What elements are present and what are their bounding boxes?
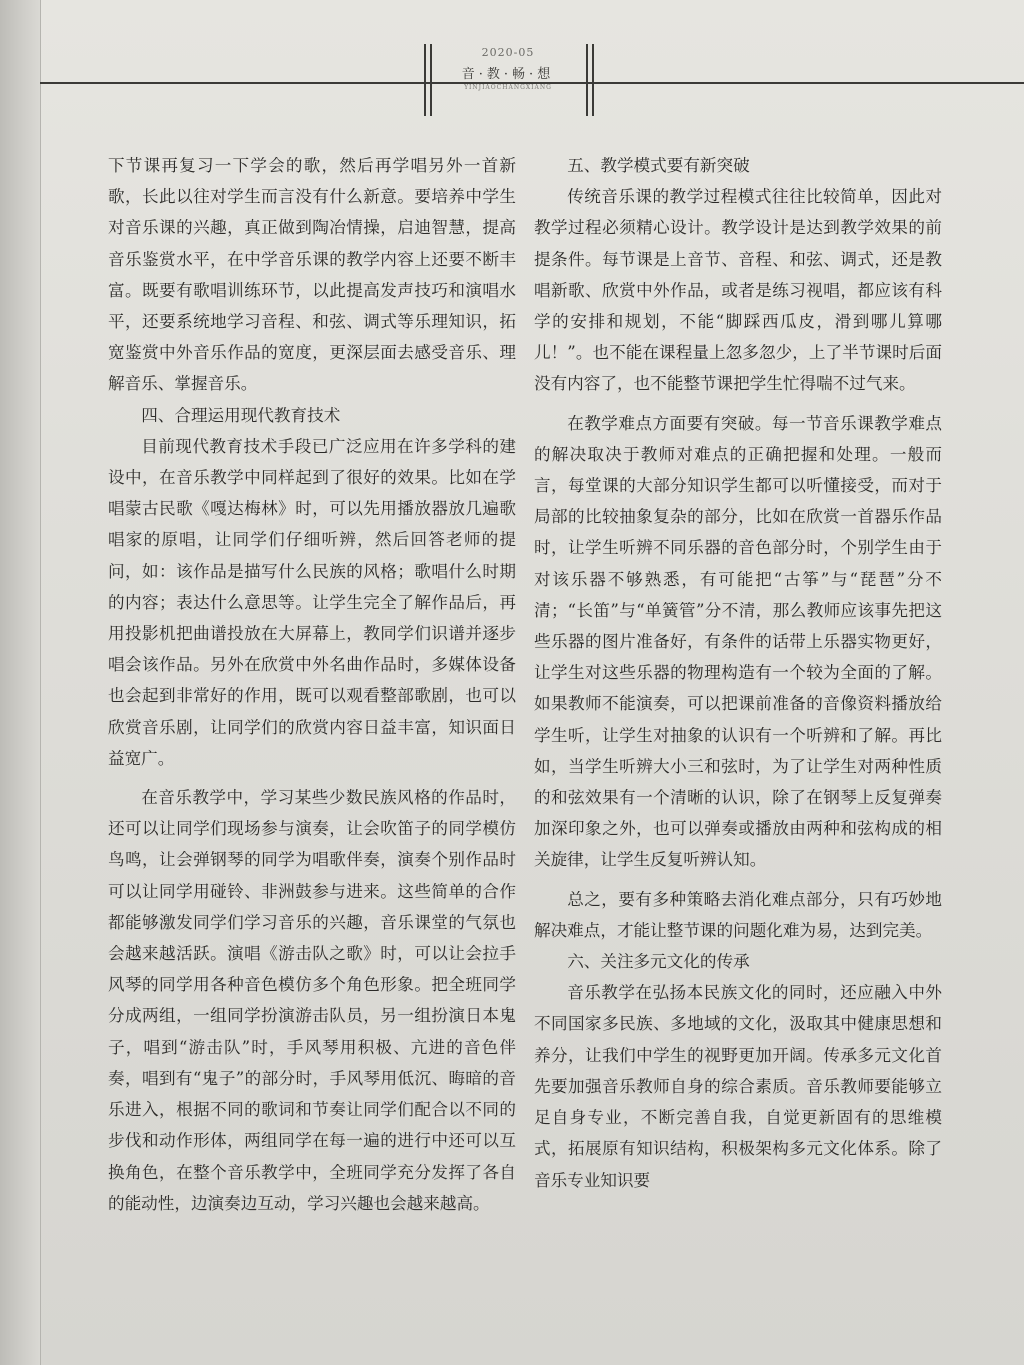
header-divider — [592, 44, 594, 116]
header-rule-right — [586, 82, 1024, 84]
paragraph: 总之，要有多种策略去消化难点部分，只有巧妙地解决难点，才能让整节课的问题化难为易，达到完美。 — [534, 889, 942, 940]
section-heading-4: 四、合理运用现代教育技术 — [141, 405, 341, 425]
paragraph: 音乐教学在弘扬本民族文化的同时，还应融入中外不同国家多民族、多地域的文化，汲取其中健康思想和养分，让我们中学生的视野更加开阔。传承多元文化首先要加强音乐教师自身的综合素质。音乐教师要能够立足自身专业，不断完善自我，自觉更新固有的思维模式，拓展原有知识结构，积极架构多元文化体系。除了音乐专业知识要 — [534, 983, 942, 1190]
section-heading-5: 五、教学模式要有新突破 — [567, 156, 750, 175]
header-title: 音·教·畅·想 — [461, 67, 555, 82]
section-heading-6: 六、关注多元文化的传承 — [567, 952, 750, 972]
paragraph: 目前现代教育技术手段已广泛应用在许多学科的建设中，在音乐教学中同样起到了很好的效果。比如在学唱蒙古民歌《嘎达梅林》时，可以先用播放器放几遍歌唱家的原唱，让同学们仔细听辨，然后回答老师的提问，如：该作品是描写什么民族的风格；歌唱什么时期的内容；表达什么意思等。让学生完全了解作品后，再用投影机把曲谱投放在大屏幕上，教同学们识谱并逐步唱会该作品。另外在欣赏中外名曲作品时，多媒体设备也会起到非常好的作用，既可以观看整部歌剧，也可以欣赏音乐剧，让同学们的欣赏内容日益丰富，知识面日益宽广。 — [108, 436, 516, 768]
paragraph: 传统音乐课的教学过程模式往往比较简单，因此对教学过程必须精心设计。教学设计是达到教学效果的前提条件。每节课是上音节、音程、和弦、调式，还是教唱新歌、欣赏中外作品，或者是练习视唱，都应该有科学的安排和规划，不能“脚踩西瓜皮，滑到哪儿算哪儿！”。也不能在课程量上忽多忽少，上了半节课时后面没有内容了，也不能整节课把学生忙得喘不过气来。 — [534, 187, 942, 394]
header-divider — [586, 44, 588, 116]
page-binding-edge — [0, 0, 41, 1365]
running-header — [432, 46, 584, 91]
header-year: 2020-05 — [481, 46, 535, 59]
paragraph: 在教学难点方面要有突破。每一节音乐课教学难点的解决取决于教师对难点的正确把握和处理。一般而言，每堂课的大部分知识学生都可以听懂接受，而对于局部的比较抽象复杂的部分，比如在欣赏一首器乐作品时，让学生听辨不同乐器的音色部分时，个别学生由于对该乐器不够熟悉，有可能把“古筝”与“琵琶”分不清；“长笛”与“单簧管”分不清，那么教师应该事先把这些乐器的图片准备好，有条件的话带上乐器实物更好，让学生对这些乐器的物理构造有一个较为全面的了解。如果教师不能演奏，可以把课前准备的音像资料播放给学生听，让学生对抽象的认识有一个听辨和了解。再比如，当学生听辨大小三和弦时，为了让学生对两种性质的和弦效果有一个清晰的认识，除了在钢琴上反复弹奏加深印象之外，也可以弹奏或播放由两种和弦构成的相关旋律，让学生反复听辨认知。 — [534, 413, 942, 870]
paragraph: 在音乐教学中，学习某些少数民族风格的作品时，还可以让同学们现场参与演奏，让会吹笛子的同学模仿鸟鸣，让会弹钢琴的同学为唱歌伴奏，演奏个别作品时可以让同学用碰铃、非洲鼓参与进来。这些简单的合作都能够激发同学们学习音乐的兴趣，音乐课堂的气氛也会越来越活跃。演唱《游击队之歌》时，可以让会拉手风琴的同学用各种音色模仿多个角色形象。把全班同学分成两组，一组同学扮演游击队员，另一组扮演日本鬼子，唱到“游击队”时，手风琴用积极、亢进的音色伴奏，唱到有“鬼子”的部分时，手风琴用低沉、晦暗的音乐进入，根据不同的歌词和节奏让同学们配合以不同的步伐和动作形体，两组同学在每一遍的进行中还可以互换角色，在整个音乐教学中，全班同学充分发挥了各自的能动性，边演奏边互动，学习兴趣也会越来越高。 — [108, 788, 516, 1213]
paragraph: 下节课再复习一下学会的歌，然后再学唱另外一首新歌，长此以往对学生而言没有什么新意。要培养中学生对音乐课的兴趣，真正做到陶冶情操，启迪智慧，提高音乐鉴赏水平，在中学音乐课的教学内容上还要不断丰富。既要有歌唱训练环节，以此提高发声技巧和演唱水平，还要系统地学习音程、和弦、调式等乐理知识，拓宽鉴赏中外音乐作品的宽度，更深层面去感受音乐、理解音乐、掌握音乐。 — [108, 156, 516, 394]
header-divider — [424, 44, 426, 116]
right-column — [534, 150, 942, 1196]
header-subtitle: YINJIAOCHANGXIANG — [464, 84, 552, 91]
left-column — [108, 150, 516, 1219]
